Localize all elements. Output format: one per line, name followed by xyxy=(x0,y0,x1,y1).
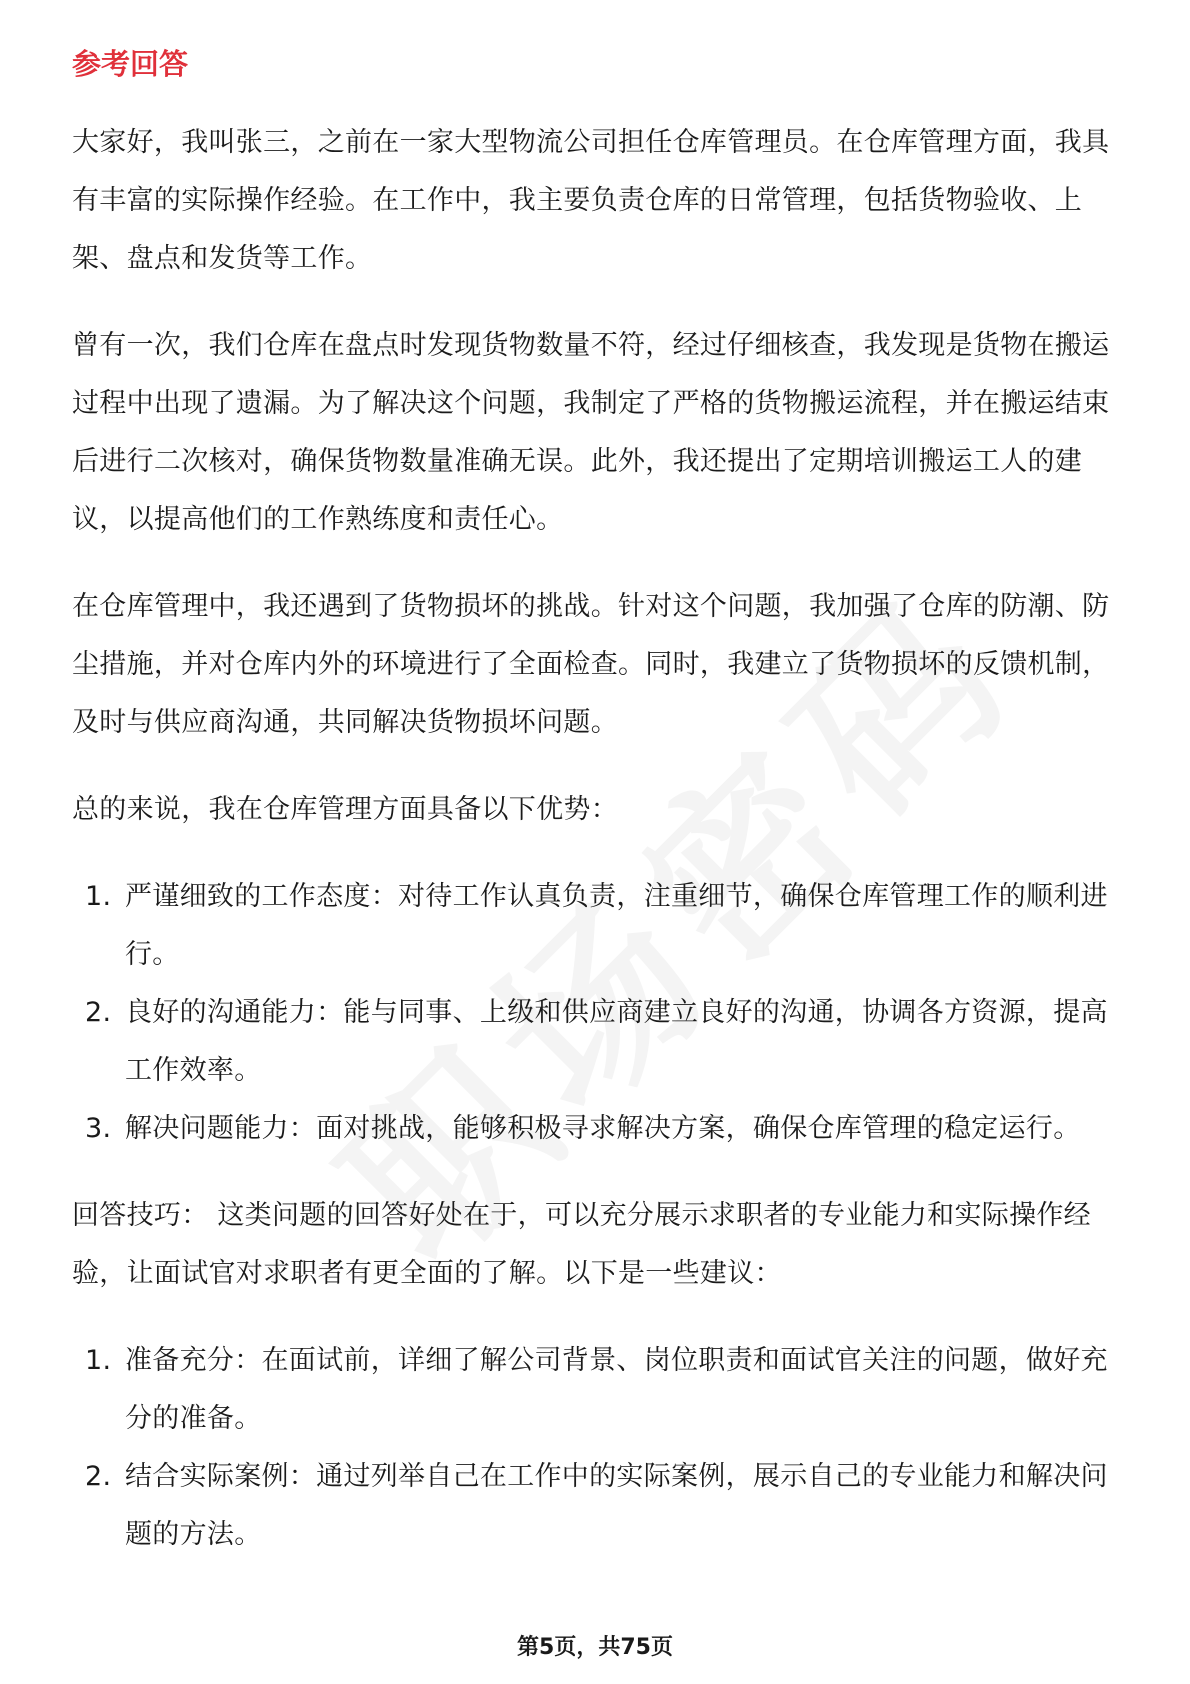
document-page xyxy=(72,44,1128,1593)
list-item xyxy=(72,1448,1128,1564)
list-number: 2. xyxy=(85,997,112,1028)
list-text: 良好的沟通能力：能与同事、上级和供应商建立良好的沟通，协调各方资源，提高工作效率。 xyxy=(125,997,1108,1086)
paragraph-summary: 总的来说，我在仓库管理方面具备以下优势： xyxy=(72,794,618,825)
list-number: 1. xyxy=(85,1345,112,1376)
list-text: 严谨细致的工作态度：对待工作认真负责，注重细节，确保仓库管理工作的顺利进行。 xyxy=(125,881,1108,970)
list-item xyxy=(72,868,1128,984)
list-text: 准备充分：在面试前，详细了解公司背景、岗位职责和面试官关注的问题，做好充分的准备。 xyxy=(125,1345,1108,1434)
list-item xyxy=(72,1100,1128,1158)
list-number: 2. xyxy=(85,1461,112,1492)
list-number: 1. xyxy=(85,881,112,912)
paragraph-case-damage: 在仓库管理中，我还遇到了货物损坏的挑战。针对这个问题，我加强了仓库的防潮、防尘措施，并对仓库内外的环境进行了全面检查。同时，我建立了货物损坏的反馈机制，及时与供应商沟通，共同解决货物损坏问题。 xyxy=(72,591,1110,738)
section-heading: 参考回答 xyxy=(72,47,189,81)
paragraph-case-count: 曾有一次，我们仓库在盘点时发现货物数量不符，经过仔细核查，我发现是货物在搬运过程中出现了遗漏。为了解决这个问题，我制定了严格的货物搬运流程，并在搬运结束后进行二次核对，确保货物数量准确无误。此外，我还提出了定期培训搬运工人的建议，以提高他们的工作熟练度和责任心。 xyxy=(72,330,1110,535)
list-item xyxy=(72,984,1128,1100)
paragraph-intro: 大家好，我叫张三，之前在一家大型物流公司担任仓库管理员。在仓库管理方面，我具有丰富的实际操作经验。在工作中，我主要负责仓库的日常管理，包括货物验收、上架、盘点和发货等工作。 xyxy=(72,127,1110,274)
list-item xyxy=(72,1332,1128,1448)
paragraph-tips-intro: 回答技巧： 这类问题的回答好处在于，可以充分展示求职者的专业能力和实际操作经验，让面试官对求职者有更全面的了解。以下是一些建议： xyxy=(72,1200,1091,1289)
list-text: 结合实际案例：通过列举自己在工作中的实际案例，展示自己的专业能力和解决问题的方法。 xyxy=(125,1461,1108,1550)
list-number: 3. xyxy=(85,1113,112,1144)
advantages-list xyxy=(72,868,1128,1158)
page-footer: 第5页，共75页 xyxy=(517,1635,673,1660)
list-text: 解决问题能力：面对挑战，能够积极寻求解决方案，确保仓库管理的稳定运行。 xyxy=(125,1113,1081,1144)
tips-list xyxy=(72,1332,1128,1564)
